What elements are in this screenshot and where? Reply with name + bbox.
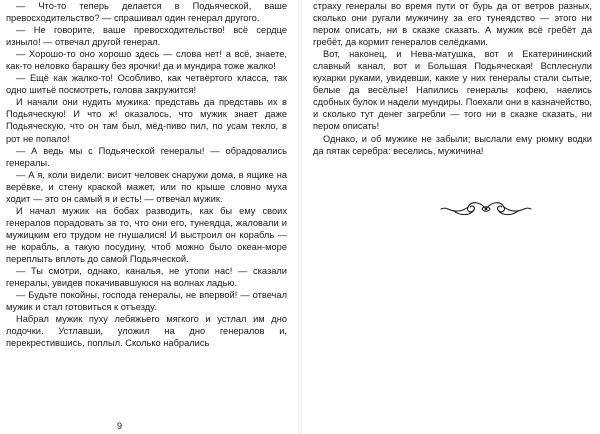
paragraph: И начал мужик на бобах разводить, как бы ему своих генералов порадовать за то, что они его, тунеядца, жаловали и мужицким его трудом не гнушалися! И выстроил он корабль — не корабль, а такую посудину, чтоб можно было океан-море переплыть вплоть до самой Подьяческой. — [6, 205, 287, 264]
paragraph: — А я, коли видели: висит человек снаружи дома, в ящике на верёвке, и стену краской мажет, или по крыше словно муха ходит — это он самый я и есть! — отвечал мужик. — [6, 169, 287, 204]
left-page-text — [6, 0, 287, 349]
paragraph: Вот, наконец, и Нева-матушка, вот и Екатерининский славный канал, вот и Большая Подьяческая! Всплеснули кухарки руками, увидевши, какие у них генералы стали сытые, белые да весёлые! Напились генералы кофею, наелись сдобных булок и надели мундиры. Поехали они в казначейство, и сколько тут денег загребли — того ни в сказке сказать, ни пером описать! — [313, 49, 592, 132]
paragraph: — Хорошо-то оно хорошо здесь — слова нет! а всё, знаете, как-то неловко барашку без ярочки! да и мундира тоже жалко! — [6, 49, 287, 72]
paragraph: Набрал мужик пуху лебяжьего мягкого и устлал им дно лодочки. Устлавши, уложил на дно генералов и, перекрестившись, поплыл. Сколько набрались — [6, 314, 287, 349]
paragraph: — А ведь мы с Подьяческой генералы! — обрадовались генералы. — [6, 145, 287, 168]
paragraph: Однако, и об мужике не забыли; выслали ему рюмку водки да пятак серебра: веселись, мужичина! — [313, 133, 592, 156]
paragraph: страху генералы во время пути от бурь да от ветров разных, сколько они ругали мужичину за его тунеядство — этого ни пером описать, ни в сказке сказать. А мужик всё гребёт да гребёт, да кормит генералов селёдками. — [313, 1, 592, 48]
left-page — [0, 0, 297, 434]
paragraph: — Что-то теперь делается в Подьяческой, ваше превосходительство? — спрашивал один генерал другого. — [6, 1, 287, 24]
paragraph: И начали они нудить мужика: представь да представь их в Подьяческую! И что ж! оказалось, что мужик знает даже Подьяческую, что он там был, мёд-пиво пил, по усам текло, в рот не попало! — [6, 97, 287, 144]
book-gutter — [298, 0, 302, 434]
right-page-text — [313, 0, 592, 157]
paragraph: — Ты смотри, однако, каналья, не утопи нас! — сказали генералы, увидев покачивавшуюся на волнах ладью. — [6, 266, 287, 289]
flourish-ornament-icon — [440, 198, 532, 220]
paragraph: — Ещё как жалко-то! Особливо, как четвёртого класса, так одно шитьё посмотреть, голова закружится! — [6, 73, 287, 96]
paragraph: — Не говорите, ваше превосходительство! всё сердце изныло! — отвечал другой генерал. — [6, 25, 287, 48]
page-number: 9 — [117, 421, 123, 431]
paragraph: — Будьте покойны, господа генералы, не впервой! — отвечал мужик и стал готовиться к отъезду. — [6, 290, 287, 313]
